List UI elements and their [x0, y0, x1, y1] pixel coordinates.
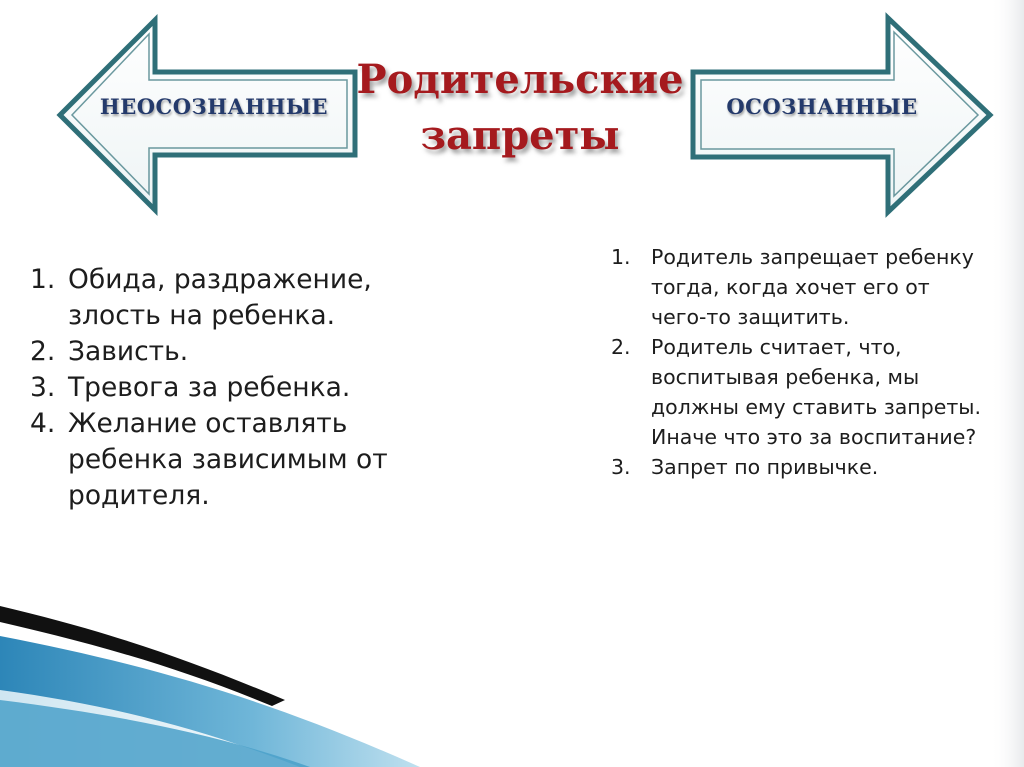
- unconscious-label: НЕОСОЗНАННЫЕ: [99, 94, 329, 119]
- list-item-number: 3.: [611, 455, 631, 479]
- list-item-text: Зависть.: [68, 336, 189, 367]
- conscious-label: ОСОЗНАННЫЕ: [726, 94, 918, 119]
- list-item-number: 2.: [611, 335, 631, 359]
- list-item: [611, 332, 981, 452]
- list-item-number: 2.: [30, 336, 56, 367]
- list-item: [30, 370, 430, 406]
- list-item-text: Запрет по привычке.: [651, 455, 879, 479]
- list-item-number: 4.: [30, 408, 56, 439]
- list-item-text: Желание оставлять ребенка зависимым от родителя.: [68, 408, 388, 511]
- list-item: [30, 334, 430, 370]
- slide-title: [340, 52, 700, 164]
- right-edge-shade: [990, 0, 1024, 767]
- unconscious-reasons-list: [30, 262, 430, 514]
- list-item-number: 3.: [30, 372, 56, 403]
- list-item: [30, 406, 430, 514]
- list-item-text: Тревога за ребенка.: [68, 372, 351, 403]
- list-item-text: Родитель запрещает ребенку тогда, когда хочет его от чего-то защитить.: [651, 245, 974, 329]
- list-item-text: Родитель считает, что, воспитывая ребенка, мы должны ему ставить запреты. Иначе что это за воспитание?: [651, 335, 981, 449]
- title-line-1: Родительские: [356, 56, 684, 103]
- title-line-2: запреты: [420, 112, 620, 159]
- list-item: [30, 262, 430, 334]
- list-item-number: 1.: [611, 245, 631, 269]
- bottom-swoosh: [0, 606, 420, 767]
- list-item: [611, 452, 981, 482]
- list-item: [611, 242, 981, 332]
- conscious-reasons-list: [611, 242, 981, 482]
- list-item-text: Обида, раздражение, злость на ребенка.: [68, 264, 372, 331]
- list-item-number: 1.: [30, 264, 56, 295]
